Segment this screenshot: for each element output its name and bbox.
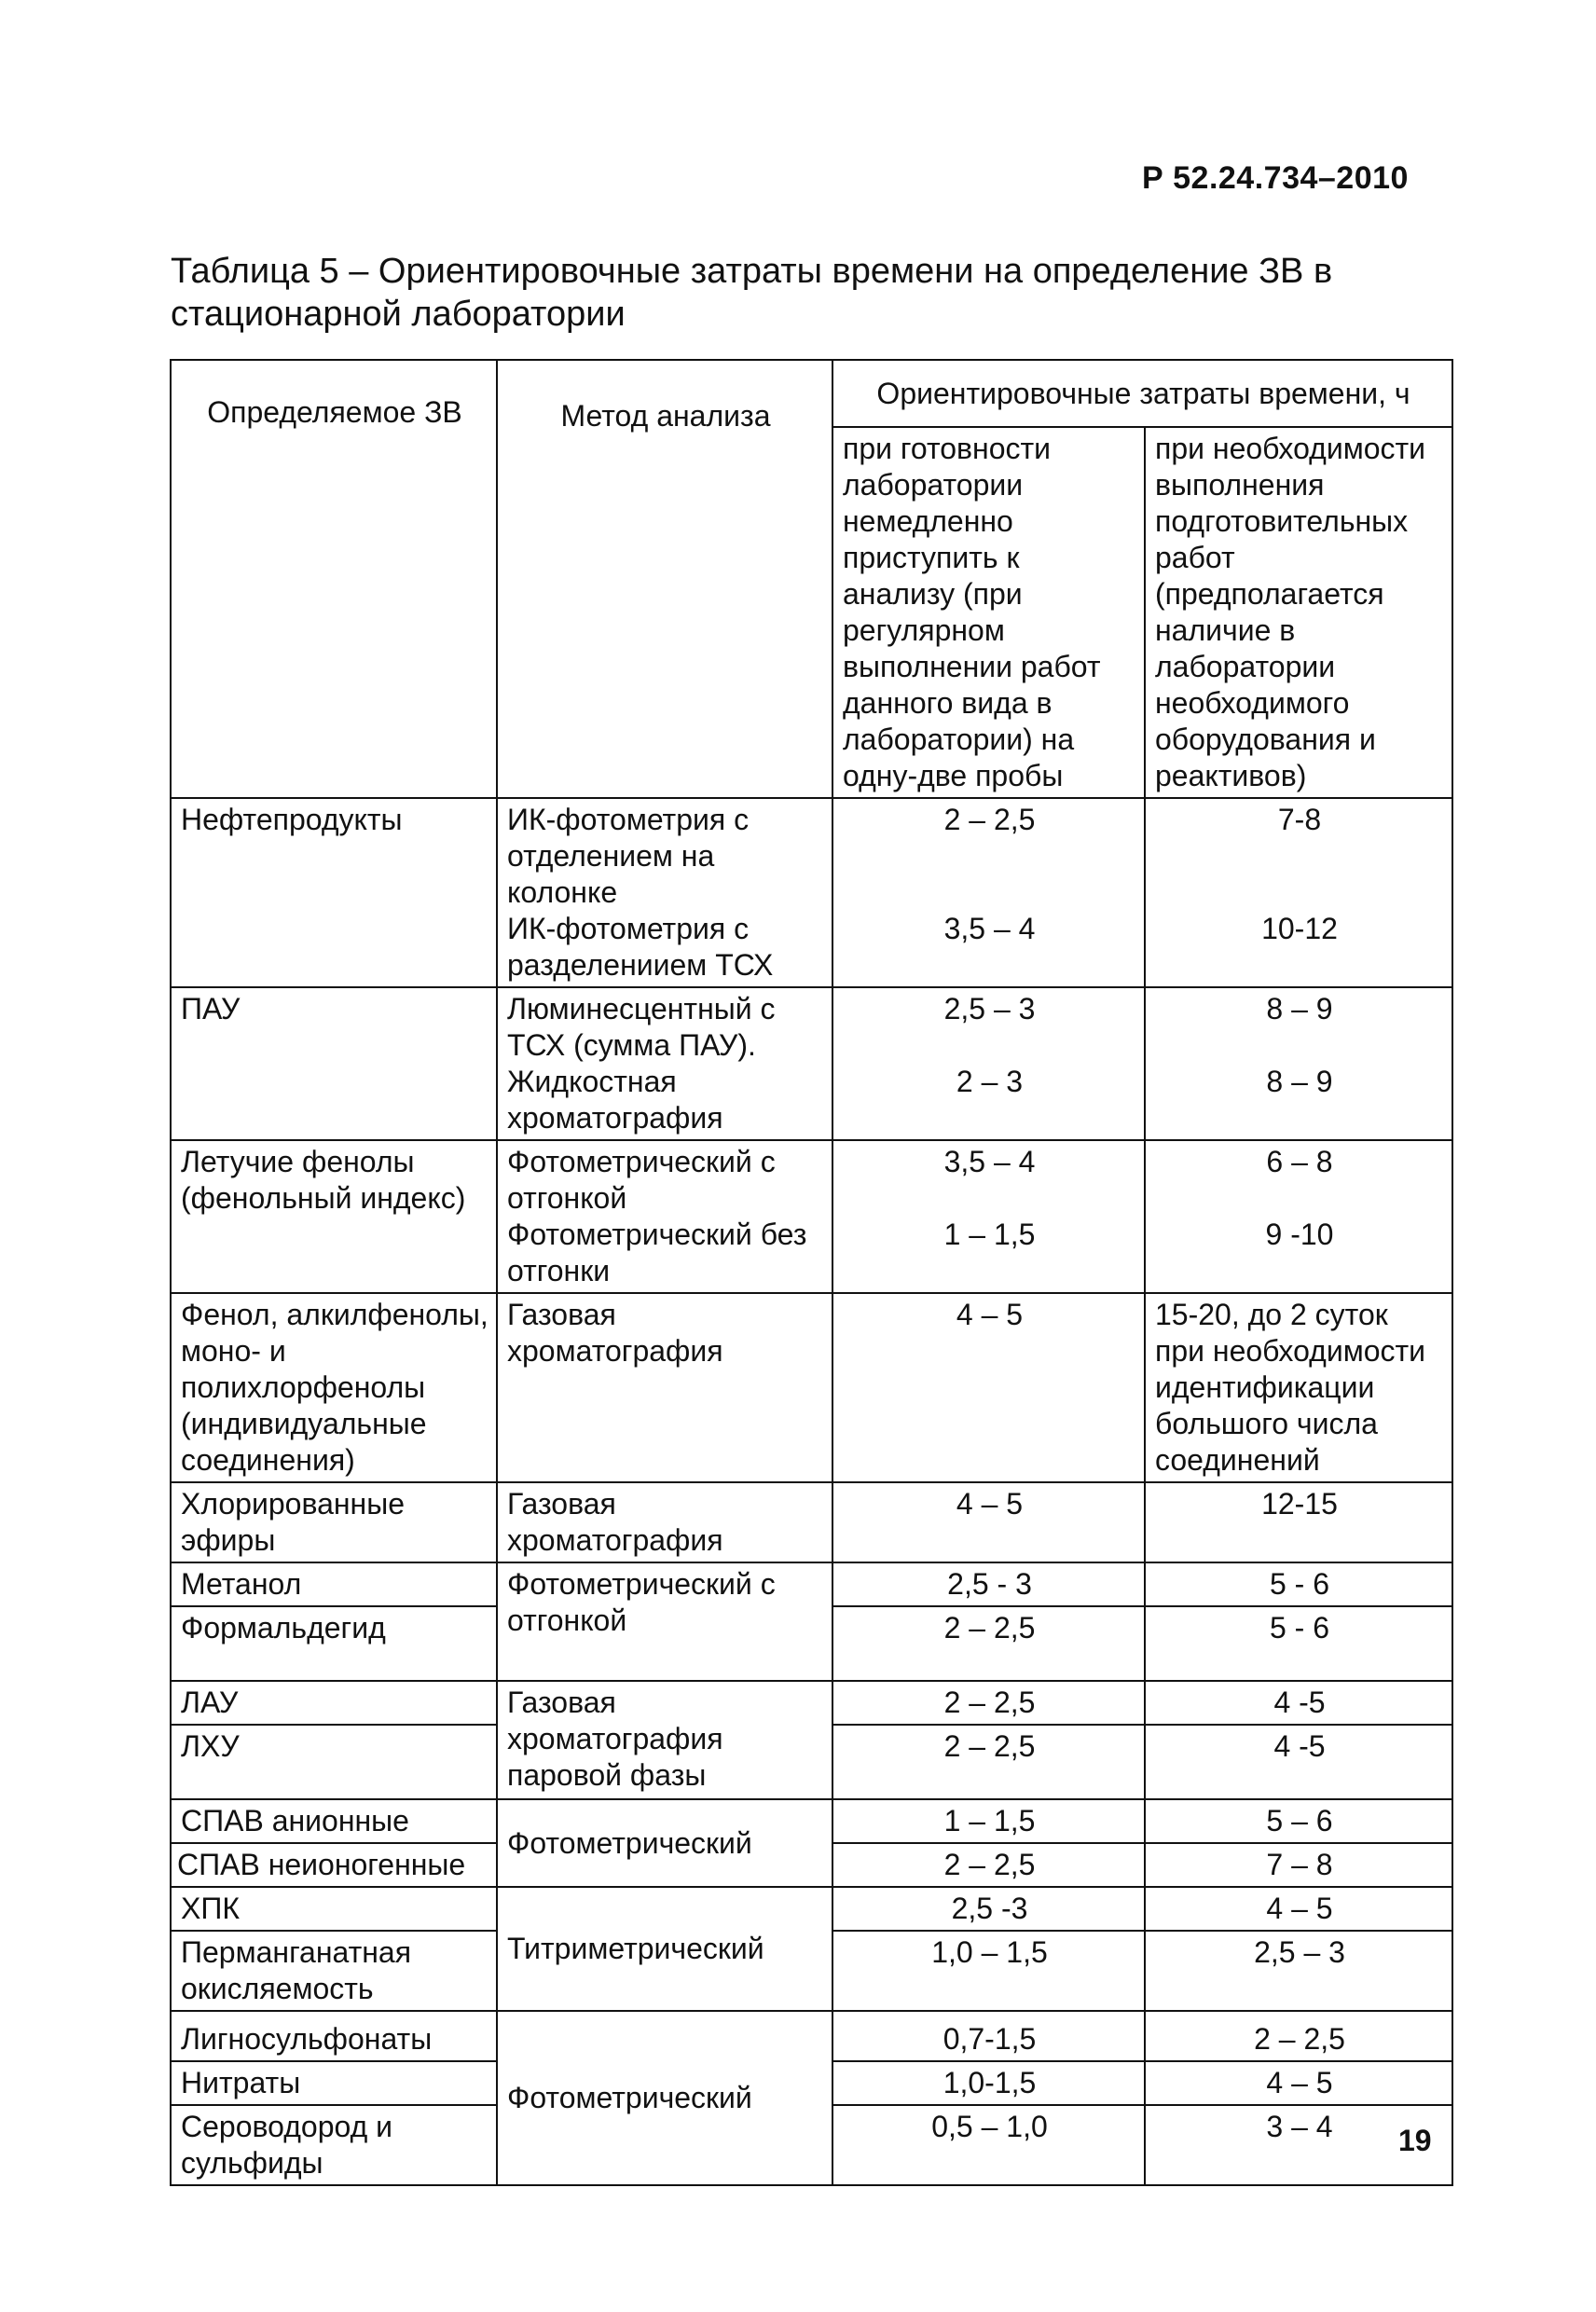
ready-value: 2 – 3	[956, 1065, 1024, 1098]
ready-cell: 2 – 2,5	[832, 1843, 1145, 1887]
table-row	[171, 1799, 1452, 1843]
method-text: Фотометрический без отгонки	[507, 1218, 807, 1287]
prep-cell: 12-15	[1145, 1482, 1452, 1562]
method-cell: Газовая хроматография	[497, 1293, 832, 1482]
ready-cell: 1,0-1,5	[832, 2061, 1145, 2105]
table-row	[171, 1140, 1452, 1293]
prep-value: 6 – 8	[1266, 1145, 1333, 1178]
method-text: Люминесцентный с ТСХ (сумма ПАУ).	[507, 992, 776, 1062]
page-number: 19	[1398, 2124, 1432, 2157]
method-cell: Газовая хроматография паровой фазы	[497, 1681, 832, 1799]
prep-cell: 2,5 – 3	[1145, 1931, 1452, 2011]
time-estimates-table	[170, 359, 1453, 2186]
substance-cell: Нитраты	[171, 2061, 497, 2105]
prep-cell: 2 – 2,5	[1145, 2011, 1452, 2061]
substance-cell: СПАВ анионные	[171, 1799, 497, 1843]
substance-cell: Лигносульфонаты	[171, 2011, 497, 2061]
ready-cell: 1,0 – 1,5	[832, 1931, 1145, 2011]
prep-cell: 4 – 5	[1145, 1887, 1452, 1931]
substance-cell: Формальдегид	[171, 1606, 497, 1681]
prep-value: 7-8	[1277, 803, 1322, 836]
substance-cell: ПАУ	[171, 987, 497, 1140]
method-cell	[497, 1140, 832, 1293]
prep-cell: 5 – 6	[1145, 1799, 1452, 1843]
prep-cell: 3 – 4	[1145, 2105, 1452, 2185]
prep-cell: 15-20, до 2 суток при необходимости идентификации большого числа соединений	[1145, 1293, 1452, 1482]
substance-cell: ЛАУ	[171, 1681, 497, 1725]
method-cell: Фотометрический с отгонкой	[497, 1562, 832, 1681]
ready-value: 2,5 – 3	[943, 992, 1036, 1025]
method-text: ИК-фотометрия с отделением на колонке	[507, 803, 750, 909]
header-time-ready: при готовности лаборатории немедленно приступить к анализу (при регулярном выполнении работ данного вида в лаборатории) на одну-две пробы	[832, 427, 1145, 798]
prep-cell: 4 -5	[1145, 1725, 1452, 1799]
prep-value: 10-12	[1261, 912, 1338, 945]
prep-value: 9 -10	[1265, 1218, 1334, 1251]
table-row	[171, 1562, 1452, 1606]
ready-value: 1 – 1,5	[943, 1218, 1036, 1251]
prep-value: 8 – 9	[1266, 1065, 1333, 1098]
ready-cell: 0,5 – 1,0	[832, 2105, 1145, 2185]
table-row	[171, 1293, 1452, 1482]
ready-value: 2 – 2,5	[943, 803, 1036, 836]
substance-cell: Летучие фенолы (фенольный индекс)	[171, 1140, 497, 1293]
substance-cell: Фенол, алкилфенолы, моно- и полихлорфенолы (индивидуальные соединения)	[171, 1293, 497, 1482]
ready-cell: 4 – 5	[832, 1482, 1145, 1562]
header-time-group: Ориентировочные затраты времени, ч	[832, 360, 1452, 427]
substance-cell: Сероводород и сульфиды	[171, 2105, 497, 2185]
method-cell: Фотометрический	[497, 1799, 832, 1887]
ready-value: 3,5 – 4	[943, 1145, 1036, 1178]
header-substance: Определяемое ЗВ	[171, 360, 497, 798]
table-row	[171, 987, 1452, 1140]
caption-line-1: Таблица 5 – Ориентировочные затраты времени на определение ЗВ в	[171, 252, 1333, 291]
ready-cell	[832, 1140, 1145, 1293]
header-time-prep: при необходимости выполнения подготовительных работ (предполагается наличие в лаборатории необходимого оборудования и реактивов)	[1145, 427, 1452, 798]
method-text: ИК-фотометрия с разделениием ТСХ	[507, 912, 774, 982]
prep-cell	[1145, 798, 1452, 987]
method-cell: Титриметрический	[497, 1887, 832, 2011]
prep-cell: 5 - 6	[1145, 1562, 1452, 1606]
table-row	[171, 2011, 1452, 2061]
table-row	[171, 798, 1452, 987]
method-cell: Газовая хроматография	[497, 1482, 832, 1562]
method-cell	[497, 798, 832, 987]
ready-cell: 0,7-1,5	[832, 2011, 1145, 2061]
ready-cell: 2 – 2,5	[832, 1606, 1145, 1681]
ready-cell: 2,5 - 3	[832, 1562, 1145, 1606]
prep-cell	[1145, 987, 1452, 1140]
prep-cell: 5 - 6	[1145, 1606, 1452, 1681]
method-cell: Фотометрический	[497, 2011, 832, 2185]
prep-cell: 7 – 8	[1145, 1843, 1452, 1887]
prep-cell: 4 -5	[1145, 1681, 1452, 1725]
table-row	[171, 1482, 1452, 1562]
method-cell	[497, 987, 832, 1140]
header-row-1	[171, 360, 1452, 427]
ready-value: 3,5 – 4	[943, 912, 1036, 945]
substance-cell: Хлорированные эфиры	[171, 1482, 497, 1562]
prep-cell: 4 – 5	[1145, 2061, 1452, 2105]
substance-cell: СПАВ неионогенные	[171, 1843, 497, 1887]
ready-cell: 2 – 2,5	[832, 1681, 1145, 1725]
table-row	[171, 1681, 1452, 1725]
substance-cell: Перманганатная окисляемость	[171, 1931, 497, 2011]
ready-cell: 4 – 5	[832, 1293, 1145, 1482]
ready-cell: 2 – 2,5	[832, 1725, 1145, 1799]
caption-line-2: стационарной лаборатории	[171, 295, 626, 334]
method-text: Жидкостная хроматография	[507, 1065, 723, 1135]
method-text: Фотометрический с отгонкой	[507, 1145, 776, 1215]
ready-cell: 1 – 1,5	[832, 1799, 1145, 1843]
ready-cell: 2,5 -3	[832, 1887, 1145, 1931]
ready-cell	[832, 798, 1145, 987]
prep-cell	[1145, 1140, 1452, 1293]
substance-cell: Метанол	[171, 1562, 497, 1606]
document-code: Р 52.24.734–2010	[1142, 160, 1409, 196]
ready-cell	[832, 987, 1145, 1140]
table-caption	[171, 250, 1476, 336]
substance-cell: ХПК	[171, 1887, 497, 1931]
prep-value: 8 – 9	[1266, 992, 1333, 1025]
table-row	[171, 1887, 1452, 1931]
substance-cell: ЛХУ	[171, 1725, 497, 1799]
substance-cell: Нефтепродукты	[171, 798, 497, 987]
header-method: Метод анализа	[497, 360, 832, 798]
